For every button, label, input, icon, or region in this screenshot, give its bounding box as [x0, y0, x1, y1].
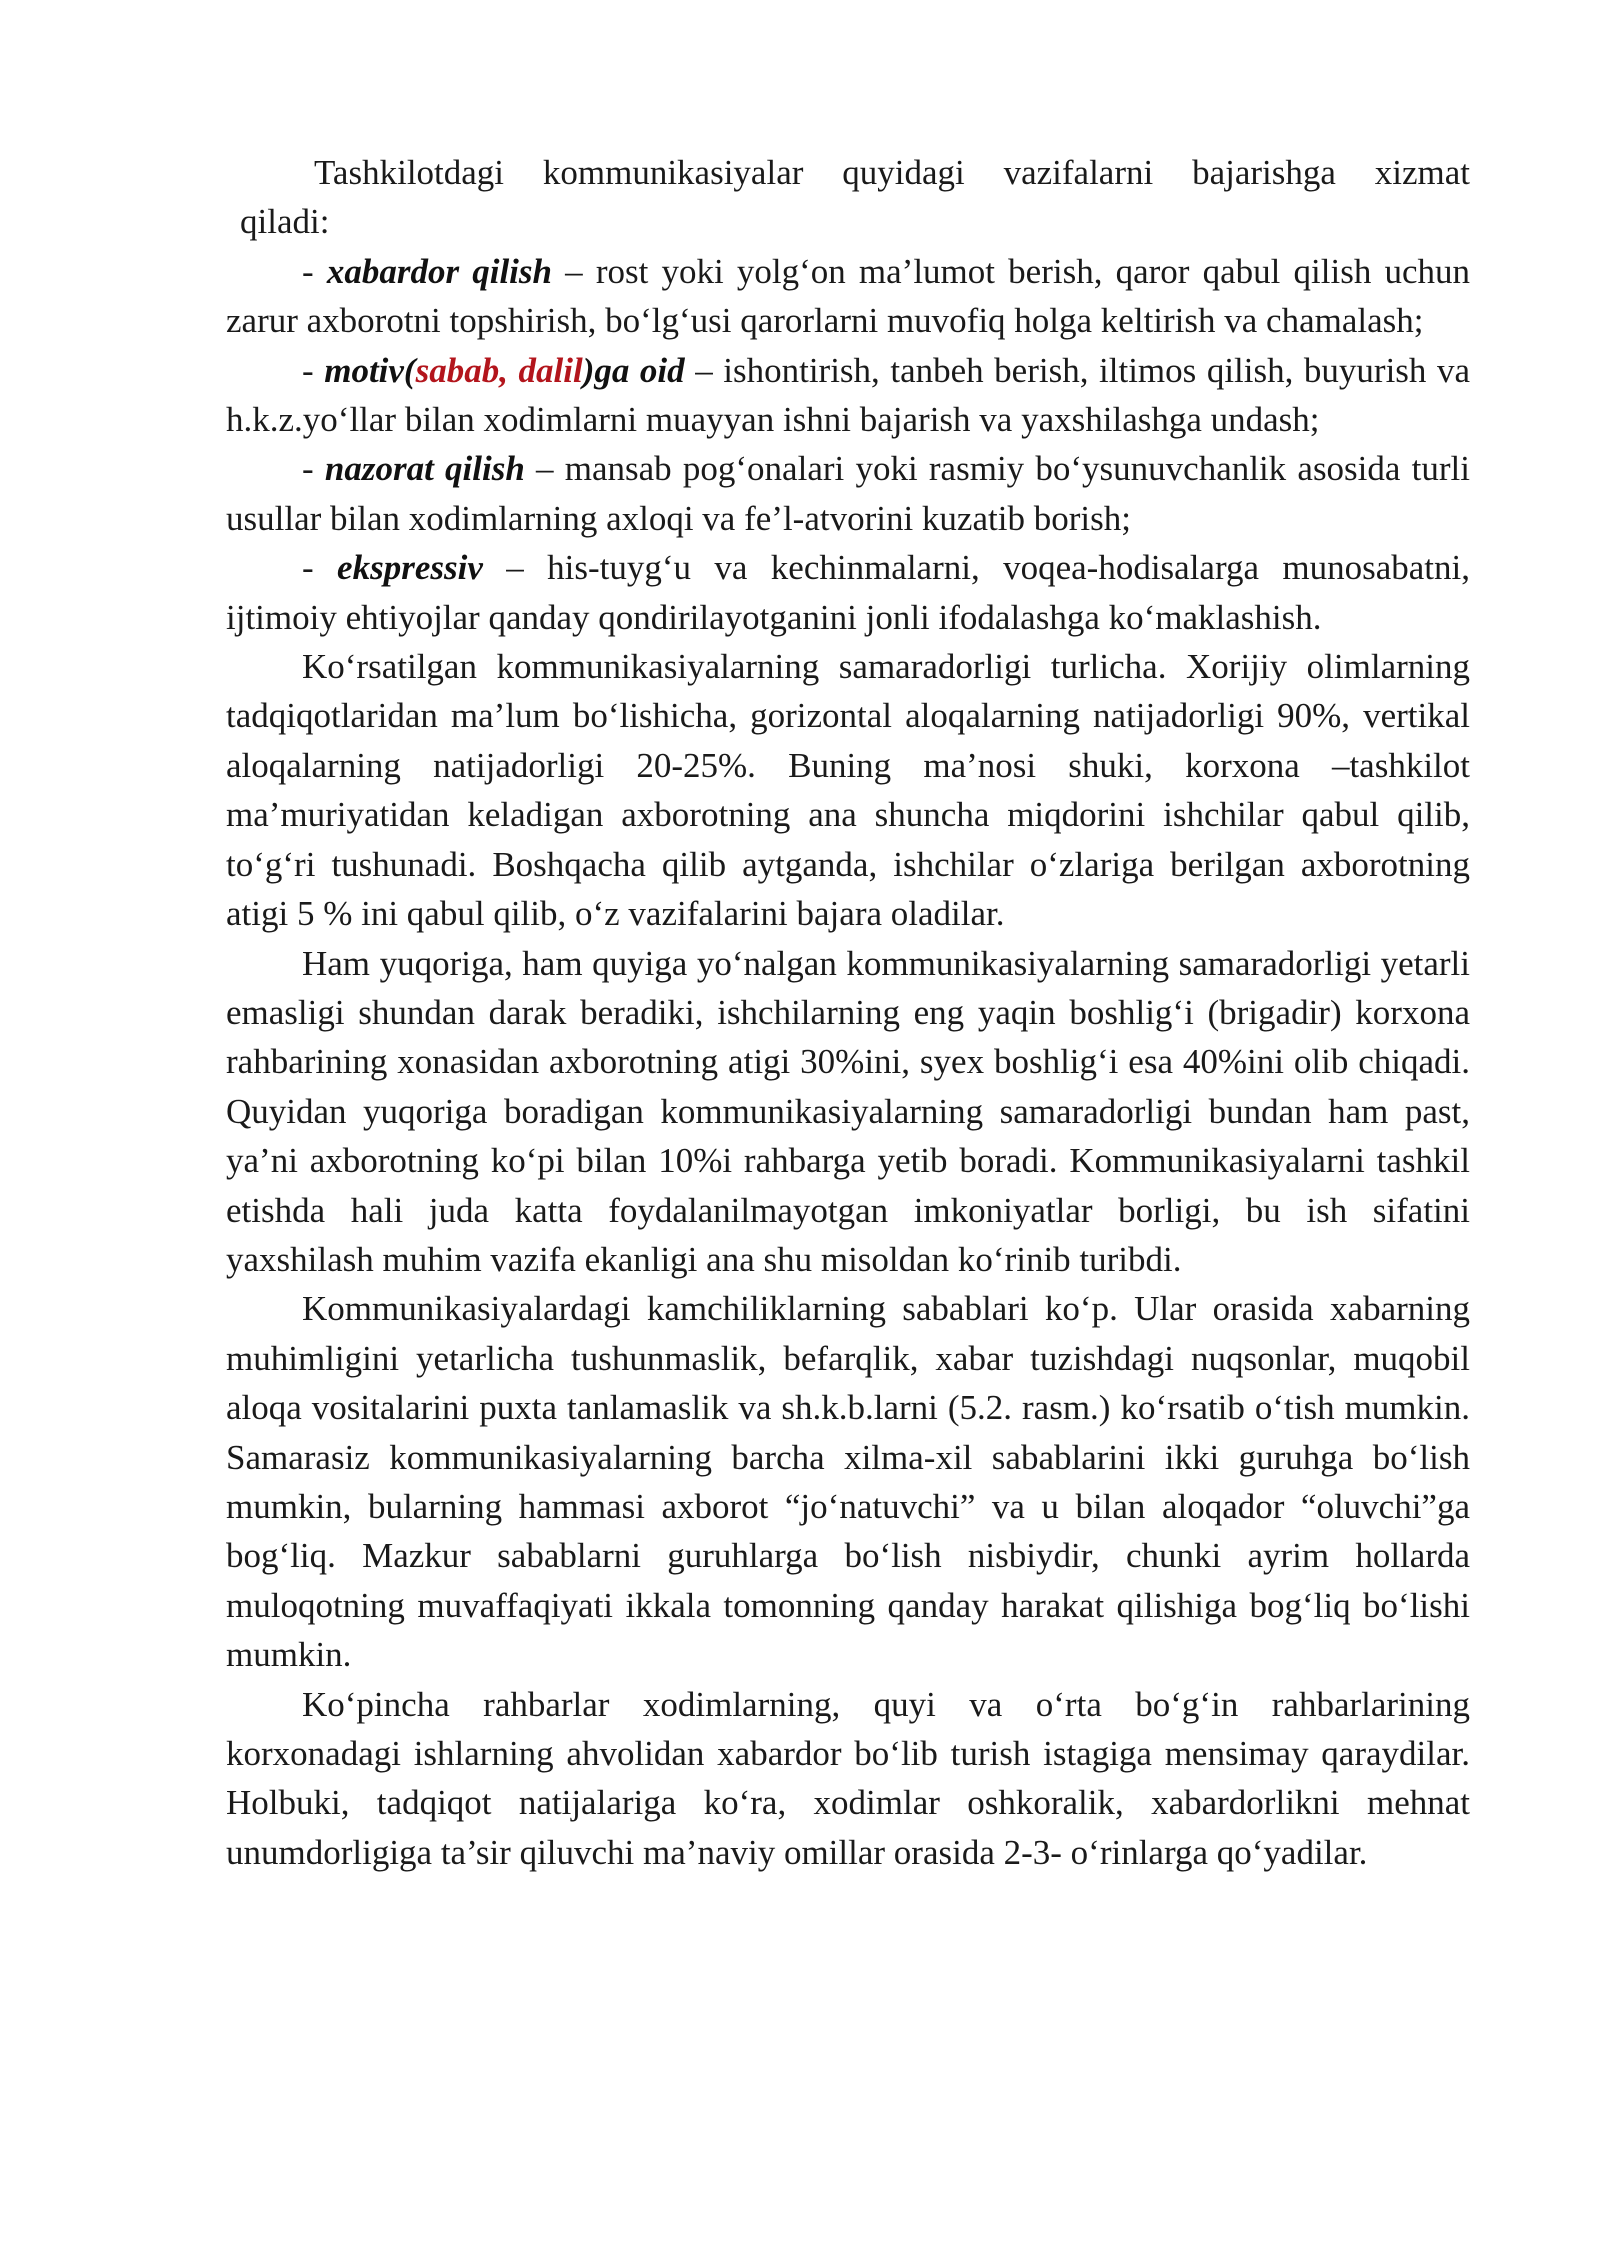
bullet-dash: -: [302, 350, 325, 390]
paragraph-samaradorlik: Ko‘rsatilgan kommunikasiyalarning samaradorligi turlicha. Xorijiy olimlarning tadqiqotlaridan ma’lum bo‘lishicha, gorizontal aloqalarning natijadorligi 90%, vertikal aloqalarning natijadorligi 20-25%. Buning ma’nosi shuki, korxona –tashkilot ma’muriyatidan keladigan axborotning ana shuncha miqdorini ishchilar qabul qilib, to‘g‘ri tushunadi. Boshqacha qilib aytganda, ishchilar o‘zlariga berilgan axborotning atigi 5 % ini qabul qilib, o‘z vazifalarini bajara oladilar.: [226, 647, 1470, 934]
bullet-term: xabardor qilish: [326, 251, 552, 291]
bullet-text: – his-tuyg‘u va kechinmalarni, voqea-hodisalarga munosabatni, ijtimoiy ehtiyojlar qanday qondirilayotganini jonli ifodalashga ko‘maklashish.: [226, 548, 1471, 637]
bullet-term-part-b: )ga oid: [582, 350, 685, 390]
bullet-nazorat: [226, 444, 1470, 543]
document-page: [226, 148, 1470, 1877]
bullet-text: – ishontirish, tanbeh berish, iltimos qilish, buyurish va h.k.z.yo‘llar bilan xodimlarni muayyan ishni bajarish va yaxshilashga undash;: [226, 350, 1471, 440]
bullet-text: – rost yoki yolg‘on ma’lumot berish, qaror qabul qilish uchun zarur axborotni topshirish, bo‘lg‘usi qarorlarni muvofiq holga keltirish va chamalash;: [226, 251, 1471, 341]
bullet-ekspressiv: [226, 543, 1470, 642]
intro-continuation: [240, 197, 1470, 246]
paragraph-rahbarlar: Ko‘pincha rahbarlar xodimlarning, quyi va o‘rta bo‘g‘in rahbarlarining korxonadagi ishlarning ahvolidan xabardor bo‘lib turish istagiga mensimay qaraydilar. Holbuki, tadqiqot natijalariga ko‘ra, xodimlar oshkoralik, xabardorlikni mehnat unumdorligiga ta’sir qiluvchi ma’naviy omillar orasida 2-3- o‘rinlarga qo‘yadilar.: [226, 1684, 1470, 1872]
bullet-dash: -: [302, 449, 325, 489]
paragraph-yonalish: Ham yuqoriga, ham quyiga yo‘nalgan kommunikasiyalarning samaradorligi yetarli emasligi shundan darak beradiki, ishchilarning eng yaqin boshlig‘i (brigadir) korxona rahbarining xonasidan axborotning atigi 30%ini, syex boshlig‘i esa 40%ini olib chiqadi. Quyidan yuqoriga boradigan kommunikasiyalarning samaradorligi bundan ham past, ya’ni axborotning ko‘pi bilan 10%i rahbarga yetib boradi. Kommunikasiyalarni tashkil etishda hali juda katta foydalanilmayotgan imkoniyatlar borligi, bu ish sifatini yaxshilash muhim vazifa ekanligi ana shu misoldan ko‘rinib turibdi.: [226, 943, 1470, 1279]
bullet-dash: -: [302, 251, 327, 291]
bullet-term-highlight: sabab, dalil: [415, 350, 583, 390]
bullet-term: ekspressiv: [337, 548, 483, 588]
intro-text-line1: Tashkilotdagi kommunikasiyalar quyidagi vazifalarni bajarishga xizmat: [314, 153, 1470, 192]
bullet-xabardor: [226, 247, 1470, 346]
bullet-motiv: [226, 346, 1470, 445]
bullet-term: nazorat qilish: [324, 449, 525, 489]
bullet-text: – mansab pog‘onalari yoki rasmiy bo‘ysunuvchanlik asosida turli usullar bilan xodimlarning axloqi va fe’l-atvorini kuzatib borish;: [226, 449, 1470, 538]
intro-line: [226, 148, 1470, 197]
paragraph-kamchiliklar: Kommunikasiyalardagi kamchiliklarning sabablari ko‘p. Ular orasida xabarning muhimligini yetarlicha tushunmaslik, befarqlik, xabar tuzishdagi nuqsonlar, muqobil aloqa vositalarini puxta tanlamaslik va sh.k.b.larni (5.2. rasm.) ko‘rsatib o‘tish mumkin. Samarasiz kommunikasiyalarning barcha xilma-xil sabablarini ikki guruhga bo‘lish mumkin, bularning hammasi axborot “jo‘natuvchi” va u bilan aloqador “oluvchi”ga bog‘liq. Mazkur sabablarni guruhlarga bo‘lish nisbiydir, chunki ayrim hollarda muloqotning muvaffaqiyati ikkala tomonning qanday harakat qilishiga bog‘liq bo‘lishi mumkin.: [226, 1289, 1470, 1675]
bullet-dash: -: [302, 548, 338, 588]
bullet-term-part-a: motiv(: [324, 350, 416, 390]
intro-text-line2: qiladi:: [240, 202, 330, 242]
